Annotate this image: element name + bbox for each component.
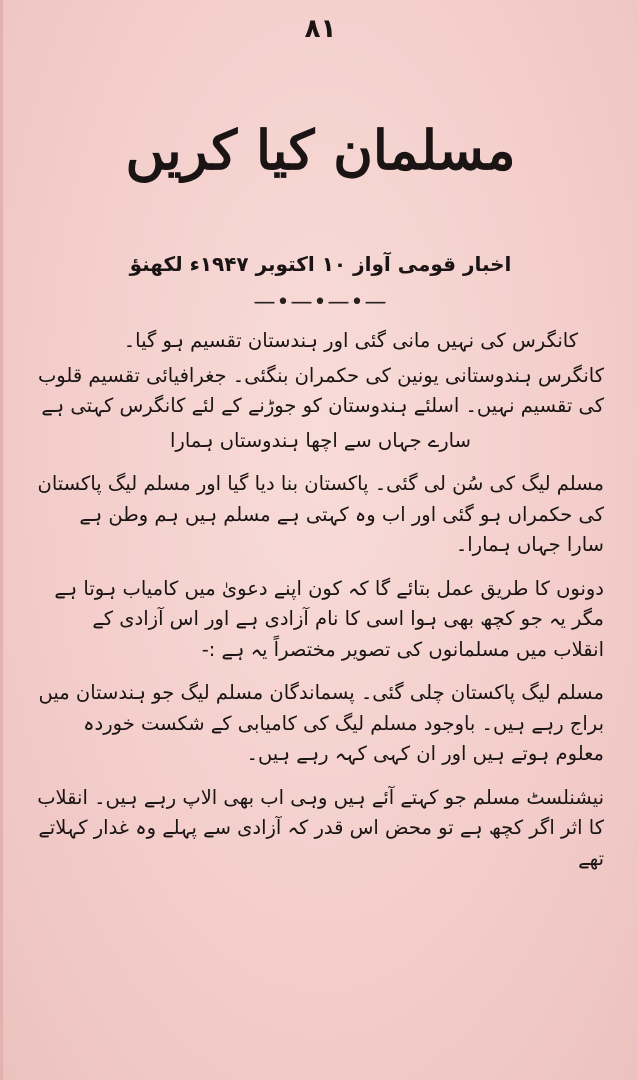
title-ornament: —•—•—•— <box>253 290 388 315</box>
verse-line: سارے جہاں سے اچھا ہندوستاں ہمارا <box>170 428 471 452</box>
paragraph-6: نیشنلسٹ مسلم جو کہتے آئے ہیں وہی اب بھی الاپ رہے ہیں۔ انقلاب کا اثر اگر کچھ ہے تو محض اس قدر کہ آزادی سے پہلے وہ غدار کہلاتے تھے <box>37 785 604 870</box>
article-body <box>37 326 604 887</box>
paragraph-5: مسلم لیگ پاکستان چلی گئی۔ پسماندگان مسلم لیگ جو ہندستان میں براج رہے ہیں۔ باوجود مسلم لیگ کی کامیابی کے شکست خوردہ معلوم ہوتے ہیں اور ان کہی کہہ رہے ہیں۔ <box>38 681 604 765</box>
source-line: اخبار قومی آواز ۱۰ اکتوبر ۱۹۴۷ء لکھنؤ <box>129 252 512 276</box>
page-number: ۸۱ <box>304 14 337 44</box>
page-title: مسلمان کیا کریں <box>125 118 516 182</box>
paragraph-2: کانگرس ہندوستانی یونین کی حکمران بنگئی۔ جغرافیائی تقسیم قلوب کی تقسیم نہیں۔ اسلئے ہندوستان کو جوڑنے کے لئے کانگرس کہتی ہے <box>37 363 604 417</box>
paragraph-1: کانگرس کی نہیں مانی گئی اور ہندستان تقسیم ہو گیا۔ <box>123 329 578 352</box>
paragraph-3: مسلم لیگ کی سُن لی گئی۔ پاکستان بنا دیا گیا اور مسلم لیگ پاکستان کی حکمراں ہو گئی اور اب وہ کہتی ہے مسلم ہیں ہم وطن ہے سارا جہاں ہمارا۔ <box>37 472 604 556</box>
paragraph-4: دونوں کا طریق عمل بتائے گا کہ کون اپنے دعویٰ میں کامیاب ہوتا ہے مگر یہ جو کچھ بھی ہوا اسی کا نام آزادی ہے اور اس آزادی کے انقلاب میں مسلمانوں کی تصویر مختصراً یہ ہے :- <box>54 576 604 661</box>
